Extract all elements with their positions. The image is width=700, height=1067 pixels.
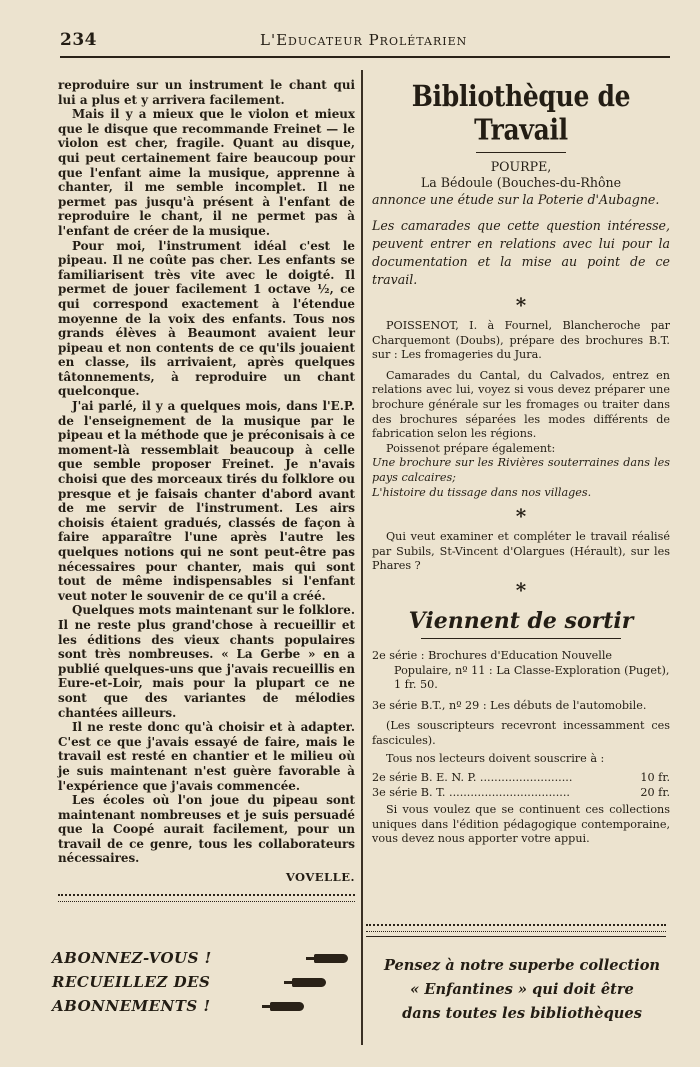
enfantines-ad <box>374 954 670 1026</box>
cantal-notice: Camarades du Cantal, du Calvados, entrez en relations avec lui, voyez si vous devez préparer une brochure générale sur les fromages ou traiter dans des brochures séparées les modes différents de fabrication selon les régions. <box>372 368 670 441</box>
release-item: 2e série : Brochures d'Education Nouvelle Populaire, nº 11 : La Classe-Exploration (Puget), 1 fr. 50. <box>372 648 670 692</box>
article-paragraph: Quelques mots maintenant sur le folklore. Il ne reste plus grand'chose à recueillir et les éditions des vieux chants populaires sont très nombreuses. « La Gerbe » en a publié quelques-uns que j'avais recueillis en Eure-et-Loir, mais pour la plupart ce ne sont que des variantes de mélodies chantées ailleurs. <box>58 603 355 720</box>
subscription-ad <box>52 946 352 1018</box>
brochure-item: L'histoire du tissage dans nos villages. <box>372 485 592 499</box>
poissenot-notice: POISSENOT, I. à Fournel, Blancheroche par Charquemont (Doubs), prépare des brochures B.T. sur : Les fromageries du Jura. <box>372 319 670 362</box>
author-place: La Bédoule (Bouches-du-Rhône <box>420 175 622 190</box>
separator-star: * <box>515 504 527 529</box>
article-paragraph: J'ai parlé, il y a quelques mois, dans l'E.P. de l'enseignement de la musique par le pipeau et la méthode que je préconisais à ce moment-là ressemblait beaucoup à celle que semble proposer Freinet. Je n'avais choisi que des morceaux tirés du folklore ou presque et je faisais chanter d'abord avant de me servir de l'instrument. Les airs choisis étaient gradués, classés de façon à faire apparaître l'une après l'autre les quelques notions qui ne sont peut-être pas nécessaires pour chanter, mais qui sont tout de même indispensables si l'enfant veut noter le souvenir de ce qu'il a créé. <box>58 399 355 603</box>
page-number: 234 <box>60 30 97 50</box>
call-for-contributors: Les camarades que cette question intéresse, peuvent entrer en relations avec lui pour la documentation et la mise au point de ce travail. <box>372 218 670 287</box>
separator-star: * <box>515 577 527 602</box>
poissenot-also: Poissenot prépare également: <box>386 441 556 455</box>
ad-line: dans toutes les bibliothèques <box>402 1005 642 1022</box>
phares-notice: Qui veut examiner et compléter le travail réalisé par Subils, St-Vincent d'Olargues (Hérault), sur les Phares ? <box>372 530 670 573</box>
article-paragraph: Mais il y a mieux que le violon et mieux que le disque que recommande Freinet — le violon est cher, fragile. Quant au disque, qui peut certainement faire beaucoup pour que l'enfant aime la musique, apprenne à chanter, il me semble incomplet. Il ne permet pas jusqu'à présent à l'enfant de reproduire le chant, il ne permet pas à l'enfant de créer de la musique. <box>58 107 355 238</box>
subscription-row: 3e série B. T. .................................. 20 fr. <box>372 786 670 800</box>
decorative-border <box>366 924 666 932</box>
article-paragraph: Les écoles où l'on joue du pipeau sont maintenant nombreuses et je suis persuadé que la Coopé aurait facilement, pour un travail de ce genre, tous les collaborateurs nécessaires. <box>58 793 355 866</box>
new-releases-title: Viennent de sortir <box>408 607 634 634</box>
readers-note: Tous nos lecteurs doivent souscrire à : <box>386 752 605 766</box>
article-paragraph: reproduire sur un instrument le chant qui lui a plus et y arrivera facilement. <box>58 78 355 107</box>
title-rule <box>476 152 566 153</box>
decorative-border <box>58 894 355 902</box>
title-rule <box>421 638 621 639</box>
ad-line: ABONNEZ-VOUS ! <box>52 946 352 970</box>
decorative-rule <box>366 936 666 937</box>
brochure-item: Une brochure sur les Rivières souterraines dans les pays calcaires; <box>372 456 670 484</box>
pointing-hand-icon <box>314 954 348 963</box>
article-signature: VOVELLE. <box>285 870 355 885</box>
ad-line: ABONNEMENTS ! <box>52 994 352 1018</box>
article-paragraph: Pour moi, l'instrument idéal c'est le pipeau. Il ne coûte pas cher. Les enfants se familiarisent très vite avec le doigté. Il permet de jouer facilement 1 octave ½, ce qui correspond exactement à l'étendue moyenne de la voix des enfants. Tous nos grands élèves à Beaumont avaient leur pipeau et non contents de ce qu'ils jouaient en classe, ils arrivaient, après quelques tâtonnements, à reproduire un chant quelconque. <box>58 238 355 399</box>
author-name: POURPE, <box>490 159 552 174</box>
pointing-hand-icon <box>292 978 326 987</box>
ad-line: RECUEILLEZ DES <box>52 970 352 994</box>
section-title: Bibliothèque de Travail <box>411 79 631 147</box>
closing-note: Si vous voulez que se continuent ces collections uniques dans l'édition pédagogique contemporaine, vous devez nous apporter votre appui. <box>372 803 670 846</box>
separator-star: * <box>515 293 527 317</box>
subscription-row: 2e série B. E. N. P. .......................... 10 fr. <box>372 771 670 785</box>
subscribers-note: (Les souscripteurs recevront incessamment ces fascicules). <box>372 719 670 747</box>
journal-title: L'Educateur Prolétarien <box>260 31 468 49</box>
ad-line: Pensez à notre superbe collection <box>383 957 661 974</box>
pointing-hand-icon <box>270 1002 304 1011</box>
release-item: 3e série B.T., nº 29 : Les débuts de l'automobile. <box>372 698 647 712</box>
page-header <box>60 30 670 58</box>
announcement: annonce une étude sur la Poterie d'Aubagne. <box>372 192 660 207</box>
ad-line: « Enfantines » qui doit être <box>410 981 634 998</box>
article-paragraph: Il ne reste donc qu'à choisir et à adapter. C'est ce que j'avais essayé de faire, mais le travail est resté en chantier et le milieu où je suis maintenant n'est guère favorable à l'expérience que j'avais commencée. <box>58 720 355 793</box>
column-divider <box>361 70 363 1045</box>
right-column <box>372 78 670 847</box>
left-article <box>58 78 355 902</box>
